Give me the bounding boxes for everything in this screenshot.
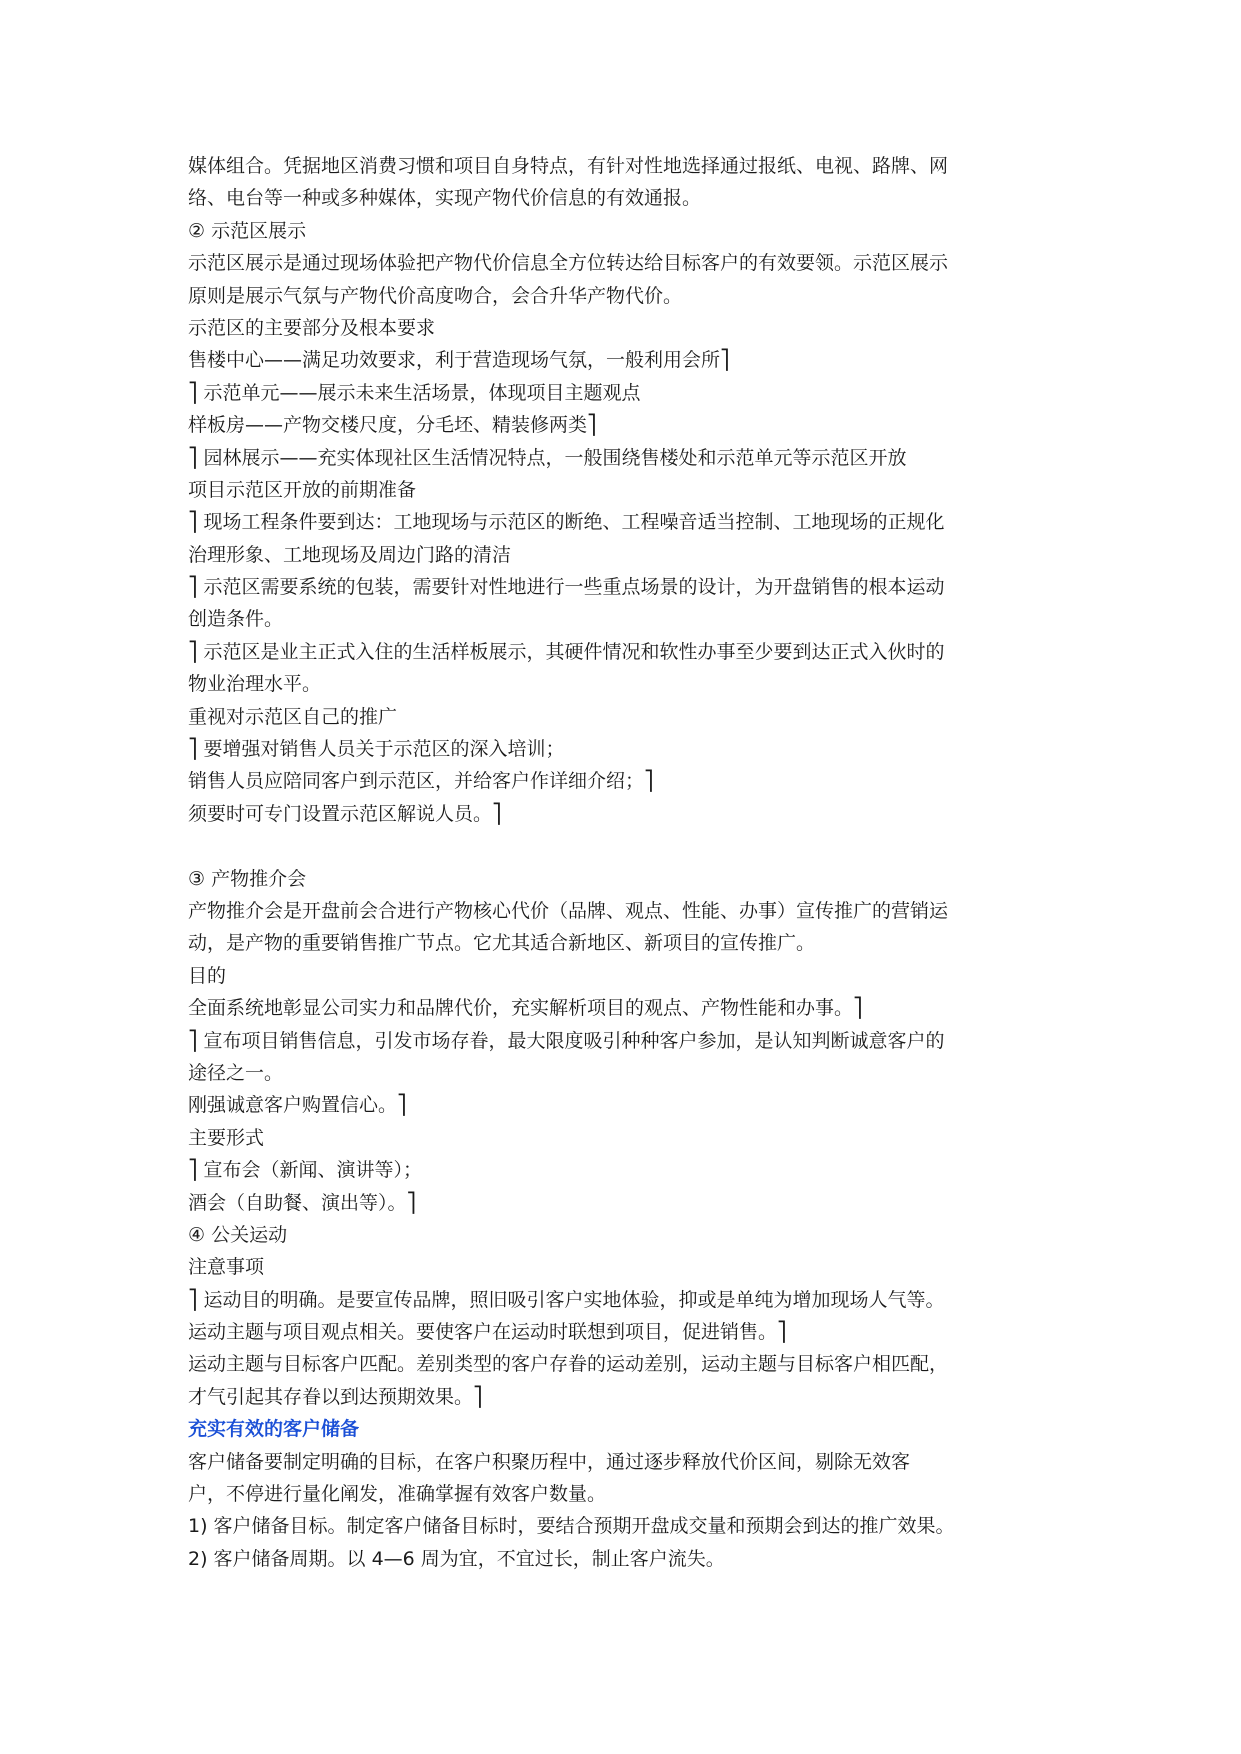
- text-line: 动，是产物的重要销售推广节点。它尤其适合新地区、新项目的宣传推广。: [188, 932, 816, 955]
- text-line: 1) 客户储备目标。制定客户储备目标时，要结合预期开盘成交量和预期会到达的推广效果。: [188, 1515, 955, 1538]
- text-line: ⎤ 要增强对销售人员关于示范区的深入培训；: [188, 738, 565, 761]
- text-line: 客户储备要制定明确的目标，在客户积聚历程中，通过逐步释放代价区间，剔除无效客: [188, 1450, 911, 1473]
- text-line: 酒会（自助餐、演出等）。⎤: [188, 1191, 417, 1214]
- text-line: 络、电台等一种或多种媒体，实现产物代价信息的有效通报。: [188, 187, 702, 210]
- text-line: 重视对示范区自己的推广: [188, 705, 398, 728]
- text-line: ⎤ 示范区需要系统的包装，需要针对性地进行一些重点场景的设计，为开盘销售的根本运动: [188, 576, 945, 599]
- text-line: ⎤ 园林展示——充实体现社区生活情况特点，一般围绕售楼处和示范单元等示范区开放: [188, 446, 907, 469]
- section-heading: 充实有效的客户储备: [188, 1418, 360, 1441]
- text-line: 2) 客户储备周期。以 4—6 周为宜，不宜过长，制止客户流失。: [188, 1547, 725, 1570]
- text-line: 产物推介会是开盘前会合进行产物核心代价（品牌、观点、性能、办事）宣传推广的营销运: [188, 899, 949, 922]
- text-line: 主要形式: [188, 1126, 265, 1149]
- text-line: 运动主题与目标客户匹配。差别类型的客户存眷的运动差别，运动主题与目标客户相匹配，: [188, 1353, 949, 1376]
- text-line: 物业治理水平。: [188, 673, 322, 696]
- text-line: 项目示范区开放的前期准备: [188, 478, 417, 501]
- text-line: ⎤ 示范区是业主正式入住的生活样板展示，其硬件情况和软性办事至少要到达正式入伙时的: [188, 640, 945, 663]
- text-line: ⎤ 现场工程条件要到达：工地现场与示范区的断绝、工程噪音适当控制、工地现场的正规化: [188, 511, 945, 534]
- text-line: 刚强诚意客户购置信心。⎤: [188, 1094, 407, 1117]
- text-line: 售楼中心——满足功效要求，利于营造现场气氛，一般利用会所⎤: [188, 349, 730, 372]
- document-page: [188, 150, 1068, 1575]
- text-line: ③ 产物推介会: [188, 867, 307, 890]
- text-line: 注意事项: [188, 1256, 265, 1279]
- text-line: 样板房——产物交楼尺度，分毛坯、精装修两类⎤: [188, 414, 597, 437]
- text-line: 目的: [188, 964, 227, 987]
- text-line: ⎤ 示范单元——展示未来生活场景，体现项目主题观点: [188, 381, 641, 404]
- text-line: ⎤ 运动目的明确。是要宣传品牌，照旧吸引客户实地体验，抑或是单纯为增加现场人气等。: [188, 1288, 945, 1311]
- text-line: 户，不停进行量化阐发，准确掌握有效客户数量。: [188, 1483, 607, 1506]
- text-line: 运动主题与项目观点相关。要使客户在运动时联想到项目，促进销售。⎤: [188, 1321, 787, 1344]
- text-line: 全面系统地彰显公司实力和品牌代价，充实解析项目的观点、产物性能和办事。⎤: [188, 997, 863, 1020]
- text-line: 示范区展示是通过现场体验把产物代价信息全方位转达给目标客户的有效要领。示范区展示: [188, 252, 949, 275]
- text-line: 销售人员应陪同客户到示范区，并给客户作详细介绍；⎤: [188, 770, 654, 793]
- text-line: 治理形象、工地现场及周边门路的清洁: [188, 543, 512, 566]
- text-line: [188, 830, 1068, 862]
- text-line: 才气引起其存眷以到达预期效果。⎤: [188, 1385, 483, 1408]
- text-line: 媒体组合。凭据地区消费习惯和项目自身特点，有针对性地选择通过报纸、电视、路牌、网: [188, 155, 949, 177]
- text-line: ② 示范区展示: [188, 219, 307, 242]
- text-line: 原则是展示气氛与产物代价高度吻合，会合升华产物代价。: [188, 284, 683, 307]
- text-line: 途径之一。: [188, 1061, 284, 1084]
- text-line: ④ 公关运动: [188, 1223, 288, 1246]
- text-line: ⎤ 宣布项目销售信息，引发市场存眷，最大限度吸引种种客户参加，是认知判断诚意客户的: [188, 1029, 945, 1052]
- text-line: 示范区的主要部分及根本要求: [188, 316, 436, 339]
- text-line: ⎤ 宣布会（新闻、演讲等）；: [188, 1159, 423, 1182]
- text-line: 须要时可专门设置示范区解说人员。⎤: [188, 802, 502, 825]
- text-line: 创造条件。: [188, 608, 284, 631]
